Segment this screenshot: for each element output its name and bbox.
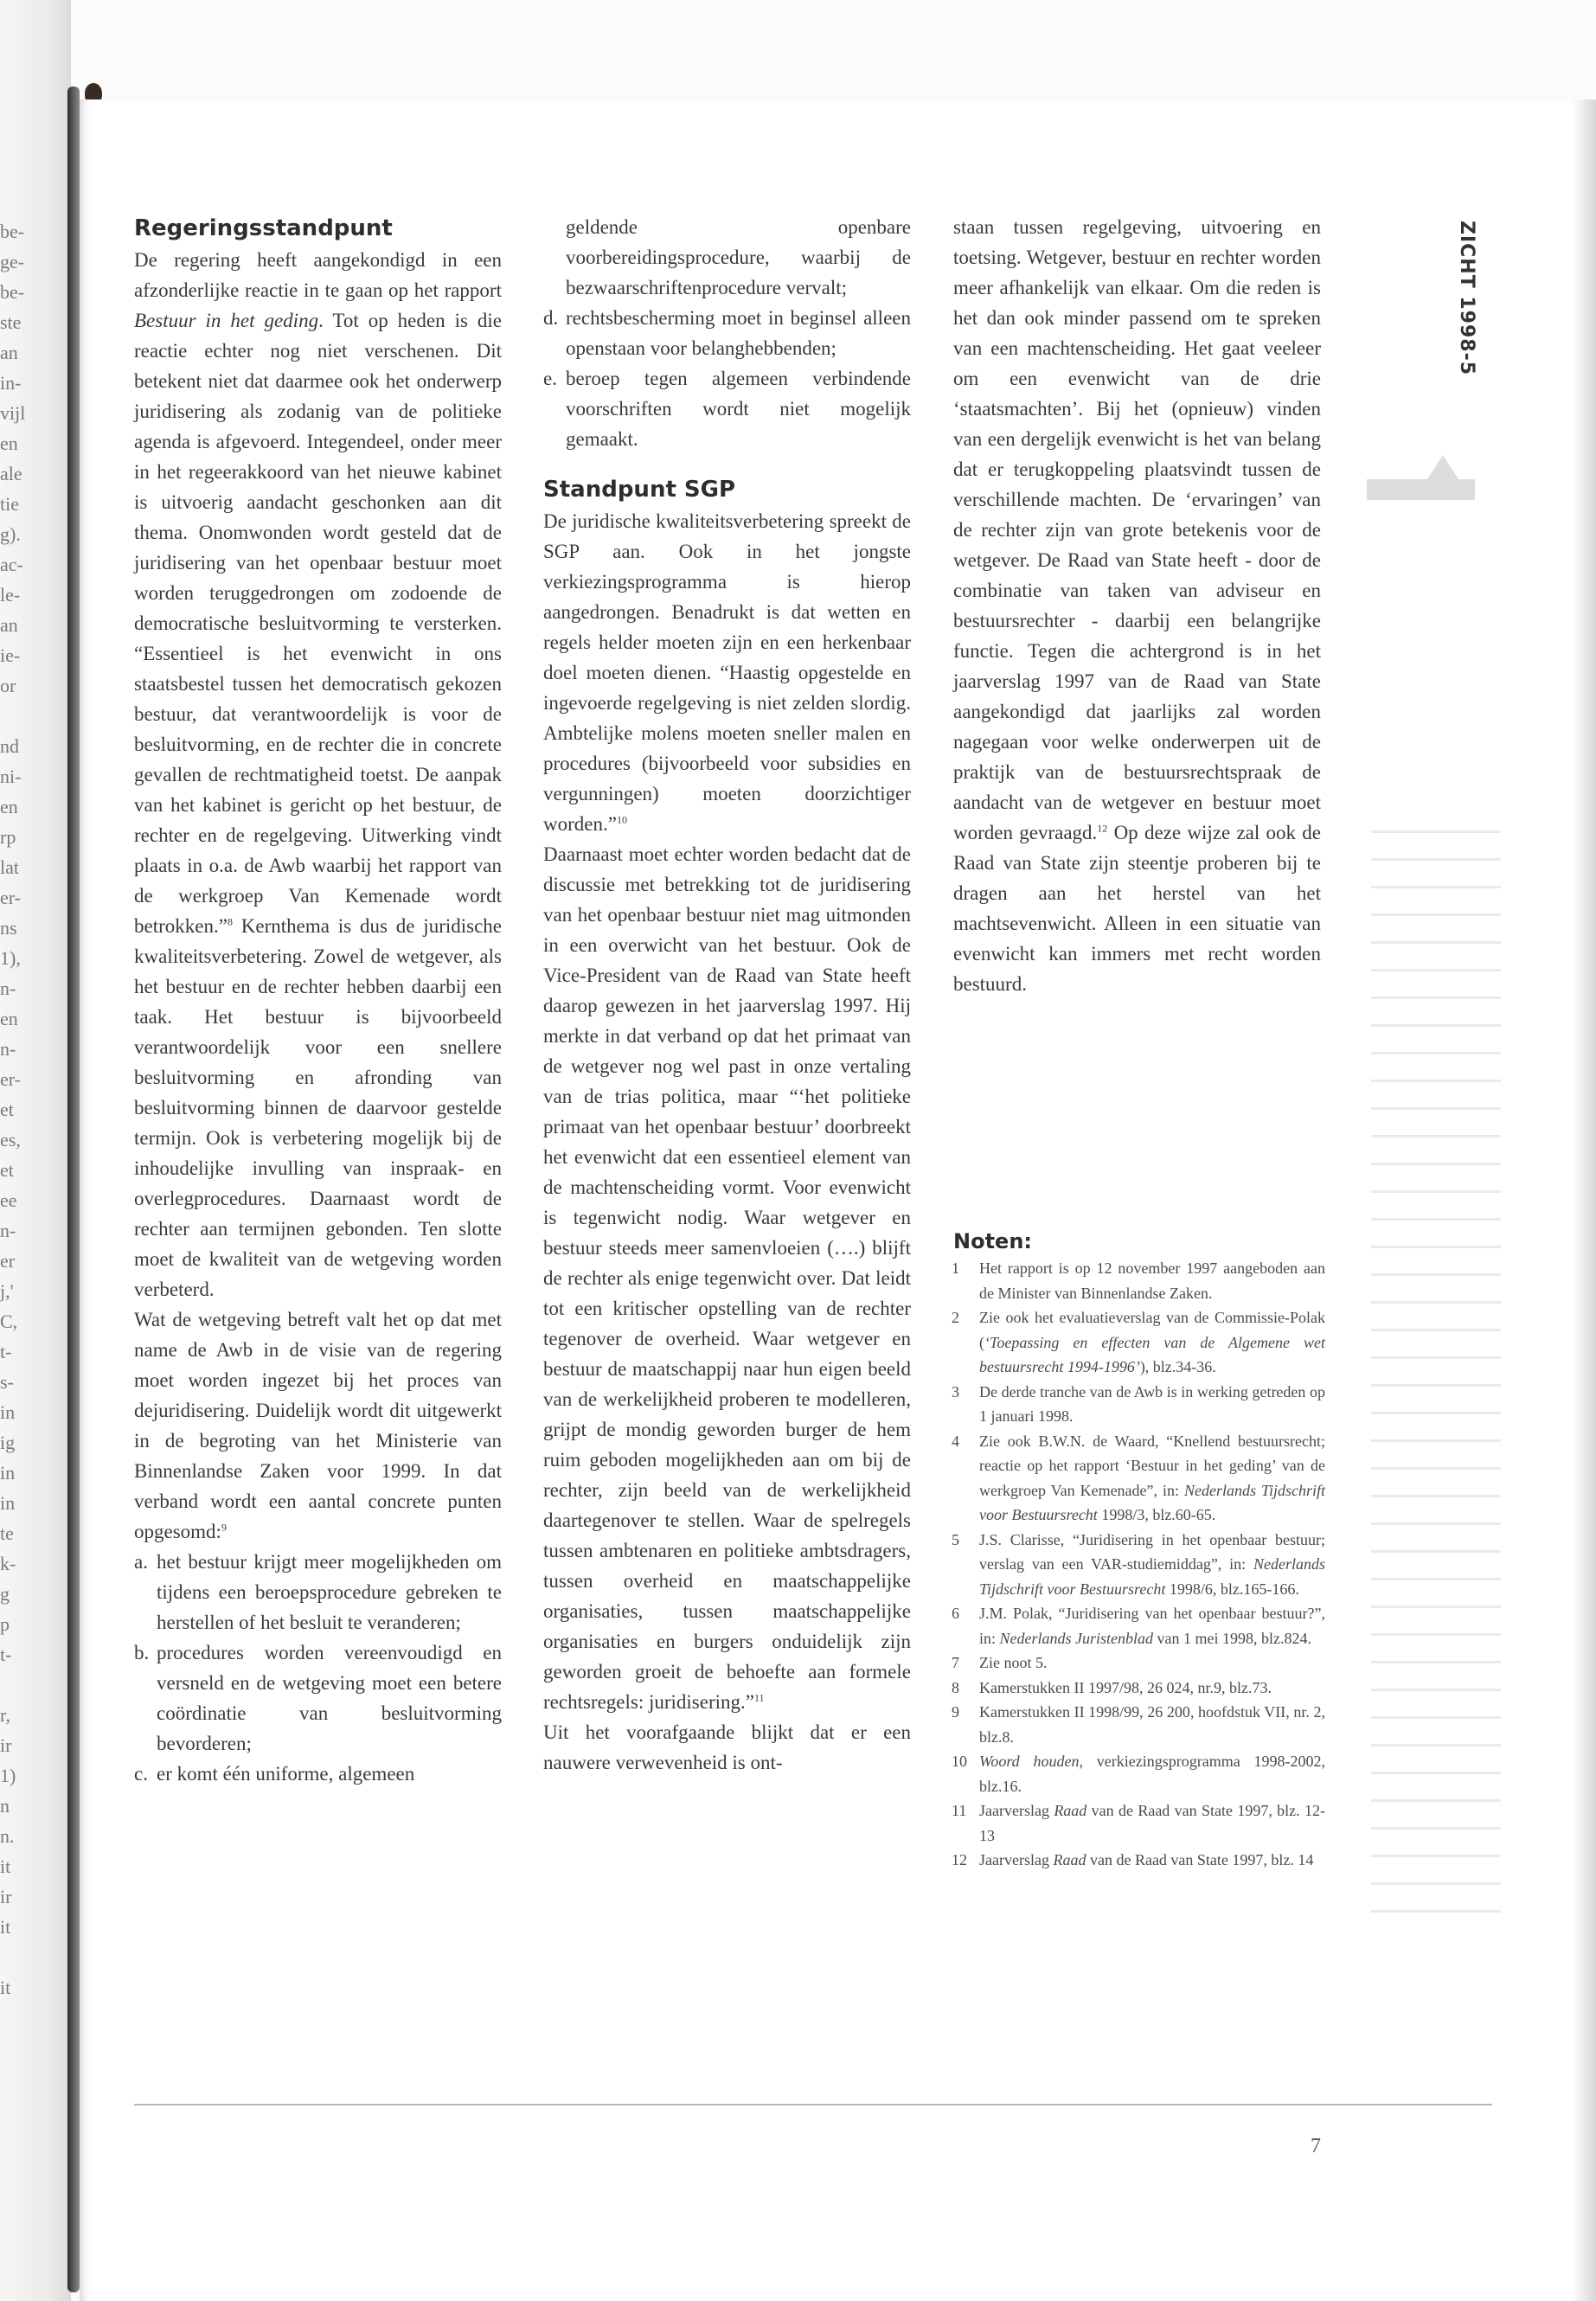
footnote-text: Jaarverslag [979,1851,1054,1868]
footnote-italic: Nederlands Tijdschrift voor Bestuursrecht [979,1481,1325,1523]
footnote [952,1601,1325,1650]
list-item [543,212,911,303]
show-through-line [1371,1329,1501,1331]
fragment: et [0,1159,14,1181]
book-spine [67,87,80,2292]
fragment: er [0,1250,16,1272]
show-through-line [1371,1218,1501,1221]
show-through-line [1371,1882,1501,1885]
show-through-line [1371,1273,1501,1276]
footnote-number: 6 [952,1605,959,1622]
show-through-logo [1367,450,1475,502]
fragment: ir [0,1886,12,1907]
notes-heading: Noten: [953,1229,1033,1253]
fragment: r, [0,1704,10,1726]
show-through-line [1371,1522,1501,1525]
fragment: nd [0,735,19,757]
show-through-line [1371,886,1501,888]
footnote [952,1429,1325,1528]
fragment [0,2003,35,2033]
text: Wat de wetgeving betreft valt het op dat met name de Awb in de visie van de regering moet worden ingezet bij het proces van dejuridisering. Duidelijk wordt dit uitgewerkt in de begroting van het Ministerie van Binnenlandse Zaken voor 1999. In dat verband wordt een aantal concrete punten opgesomd: [134,1309,502,1542]
show-through-line [1371,1578,1501,1580]
footnote [952,1848,1325,1873]
fragment: in- [0,372,22,394]
fragment: it [0,1856,11,1877]
fragment: es, [0,1129,21,1150]
footnote-ref: 10 [616,813,627,826]
footnote-number: 12 [952,1851,967,1868]
fragment: be- [0,221,25,242]
fragment: n- [0,977,16,999]
points-list-continued [543,212,911,454]
footnote-text: ), blz.34-36. [1139,1358,1216,1375]
fragment: j,' [0,1280,14,1302]
footnote [952,1650,1325,1676]
footnote-text: 1998/3, blz.60-65. [1097,1506,1216,1523]
fragment: en [0,796,18,817]
text: De regering heeft aangekondigd in een afzonderlijke reactie in te gaan op het rapport [134,249,502,301]
fragment: an [0,614,18,636]
footnote-text: van de Raad van State 1997, blz. 12-13 [979,1802,1325,1844]
fragment: C, [0,1311,18,1332]
fragment [0,1942,35,1972]
logo-bar [1367,479,1475,500]
footnote [952,1528,1325,1602]
paragraph [543,506,911,839]
bottom-rule [134,2104,1492,2106]
section-heading-standpunt-sgp: Standpunt SGP [543,477,736,503]
fragment: er- [0,1068,21,1090]
text: staan tussen regelgeving, uitvoering en toetsing. Wetgever, bestuur en rechter worden meer afhankelijk van elkaar. Om die reden is het dan ook minder passend om te spreken van een machtenscheiding. Het gaat veeleer om een evenwicht van de drie ‘staatsmachten’. Bij het (opnieuw) vinden van een dergelijk evenwicht is het van belang dat er terugkoppeling plaatsvindt tussen de verschillende machten. De ‘ervaringen’ van de rechter zijn van grote betekenis voor de wetgever. De Raad van State heeft - door de combinatie van taken van adviseur en bestuursrechter - daarbij een belangrijke functie. Tegen die achtergrond is in het jaarverslag 1997 van de Raad van State aangekondigd dat jaarlijks zal worden nagegaan voor welke onderwerpen uit de praktijk van de bestuursrechtspraak de aandacht van de wetgever en bestuur moet worden gevraagd. [953,216,1321,843]
footnote-number: 7 [952,1654,959,1671]
footnote-italic: Raad [1053,1851,1086,1868]
footnote-italic: Nederlands Tijdschrift voor Bestuursrecht [979,1555,1325,1598]
column-2 [543,212,911,1778]
footnote-number: 2 [952,1309,959,1326]
page-number: 7 [1311,2135,1321,2157]
footnote-text: van de Raad van State 1997, blz. 14 [1086,1851,1314,1868]
fragment: en [0,433,18,454]
paragraph [953,212,1321,999]
footnote-text: Het rapport is op 12 november 1997 aangeboden aan de Minister van Binnenlandse Zaken. [979,1259,1325,1302]
fragment: ee [0,1189,17,1211]
fragment: be- [0,281,25,303]
show-through-line [1371,1744,1501,1747]
footnote-italic: Woord houden [979,1753,1080,1770]
show-through-line [1371,1495,1501,1497]
show-through-line [1371,1550,1501,1553]
footnote-number: 1 [952,1259,959,1277]
item-label: c. [134,1763,148,1785]
show-through-line [1371,1384,1501,1387]
fragment: in [0,1492,16,1514]
paragraph: Uit het voorafgaande blijkt dat er een nauwere verwevenheid is ont- [543,1721,911,1773]
show-through-line [1371,858,1501,861]
fragment: ir [0,1734,12,1756]
item-text: rechtsbescherming moet in beginsel alleen openstaan voor belanghebbenden; [566,307,911,359]
show-through-line [1371,1606,1501,1608]
footnote-text: Zie noot 5. [979,1654,1048,1671]
fragment: in [0,1462,16,1484]
fragment: le- [0,584,21,606]
fragment: lat [0,856,19,878]
fragment [0,701,35,731]
fragment: et [0,1099,14,1120]
previous-page-strip [0,0,71,2301]
column-3 [953,212,1321,999]
show-through-line [1371,969,1501,971]
list-item [134,1759,502,1789]
list-item [543,303,911,363]
show-through-line [1371,1190,1501,1193]
footnote-italic: Nederlands Juristenblad [999,1629,1154,1647]
footnote-text: Zie ook het evaluatieverslag van de Commissie-Polak ( [979,1309,1325,1351]
footnote-text: De derde tranche van de Awb is in werking getreden op 1 januari 1998. [979,1382,1325,1425]
text: . Tot op heden is die reactie echter nog niet verschenen. Dit betekent niet dat daarmee ook het onderwerp juridisering als zodanig van de politieke agenda is afgevoerd. Integendeel, onder meer in het regeerakkoord van het nieuwe kabinet is uitvoerig aandacht geschonken aan dit thema. Onomwonden wordt gesteld dat de juridisering van het openbaar bestuur moet worden teruggedrongen om zodoende de democratische besluitvorming te versterken. “Essentieel is het evenwicht in ons staatsbestel tussen het democratisch gekozen bestuur, dat verantwoordelijk is voor de besluitvorming, en de rechter die in concrete gevallen de rechtmatigheid toetst. De aanpak van het kabinet is gericht op het bestuur, de rechter en de regelgeving. Uitwerking vindt plaats in o.a. de Awb waarbij het rapport van de werkgroep Van Kemenade wordt betrokken.” [134,310,502,937]
fragment: vijl [0,402,26,424]
text: De juridische kwaliteitsverbetering spreekt de SGP aan. Ook in het jongste verkiezingsprogramma is hierop aangedrongen. Benadrukt is dat wetten en regels helder moeten zijn en een herkenbaar doel moeten dienen. “Haastig opgestelde en ingevoerde regelgeving is niet zelden slordig. Ambtelijke molens moeten sneller malen en procedures (bijvoorbeeld voor subsidies en vergunningen) moeten doorzichtiger worden.” [543,510,911,835]
text: Op deze wijze zal ook de Raad van State zijn steentje proberen bij te dragen aan het herstel van het machtsevenwicht. Alleen in een situatie van evenwicht kan immers met recht worden bestuurd. [953,822,1322,995]
footnote [952,1749,1325,1798]
footnote-number: 5 [952,1530,959,1548]
footnote-number: 8 [952,1678,959,1696]
fragment: g). [0,523,21,545]
column-1 [134,212,502,1789]
item-label: e. [543,368,557,389]
show-through-line [1371,913,1501,916]
paragraph [543,839,911,1717]
previous-page-fragments [0,216,35,2033]
show-through-line [1371,1246,1501,1248]
footnote-text: 1998/6, blz.165-166. [1165,1580,1299,1598]
footnote-text: Jaarverslag [979,1802,1054,1819]
footnote-ref: 9 [221,1521,227,1534]
fragment: 1) [0,1765,16,1786]
show-through-line [1371,1633,1501,1636]
show-through-line [1371,1772,1501,1774]
footnote-number: 9 [952,1703,959,1721]
footnote [952,1380,1325,1429]
fragment: te [0,1522,14,1544]
report-title: Bestuur in het geding [134,310,319,331]
list-item [543,363,911,454]
show-through-line [1371,1827,1501,1830]
show-through-line [1371,1301,1501,1304]
show-through-line [1371,1356,1501,1359]
footnote-italic: ‘Toepassing en effecten van de Algemene wet bestuursrecht 1994-1996’ [979,1333,1325,1375]
show-through-line [1371,1716,1501,1719]
fragment: tie [0,493,19,515]
footnote [952,1676,1325,1701]
fragment: ale [0,463,22,484]
show-through-line [1371,1799,1501,1802]
footnotes-list [952,1256,1325,1873]
show-through-line [1371,1107,1501,1110]
show-through-line [1371,830,1501,833]
fragment: p [0,1613,10,1635]
footnote-italic: Raad [1054,1802,1087,1819]
page-edge-shadow [1572,99,1596,2301]
fragment: or [0,675,16,696]
footnote-text: , verkiezingsprogramma 1998-2002, blz.16. [979,1753,1325,1795]
fragment: er- [0,887,21,908]
logo-shape [1427,455,1458,479]
footnote-text: Zie ook B.W.N. de Waard, “Knellend bestuursrecht; reactie op het rapport ‘Bestuur in het geding’ van de werkgroep Van Kemenade”, in: [979,1432,1325,1499]
fragment: n. [0,1825,15,1847]
fragment [0,1670,35,1700]
item-label: d. [543,307,559,329]
text: Daarnaast moet echter worden bedacht dat de discussie met betrekking tot de juridisering van het openbaar bestuur niet mag uitmonden in een overwicht van het bestuur. Ook de Vice-President van de Raad van State heeft daarop gewezen in het jaarverslag 1997. Hij merkte in dat verband op dat het primaat van de wetgever nog wel past in onze vertaling van de trias politica, maar “‘het politieke primaat van het openbaar bestuur’ doorbreekt het evenwicht dat een essentieel element van de machtenscheiding vormt. Voor evenwicht is tegenwicht nodig. Waar wetgever en bestuur steeds meer samenvloeien (….) blijft de rechter als enige tegenwicht over. Dat leidt tot een kritischer opstelling van de rechter tegenover de overheid. Waar wetgever en bestuur de maatschappij naar hun eigen beeld van de werkelijkheid proberen te modelleren, grijpt de mondig geworden burger de hem ruim geboden mogelijkheden aan om bij de rechter, zijn beeld van de werkelijkheid daartegenover te stellen. Waar de spelregels tussen ambtenaren en politieke ambtsdragers, tussen overheid en maatschappelijke organisaties, tussen maatschappelijke organisaties en burgers onduidelijk zijn geworden groeit de behoefte aan formele rechtsregels: juridisering.” [543,843,911,1713]
section-heading-regeringsstandpunt: Regeringsstandpunt [134,215,393,241]
show-through-text [1371,830,1501,1938]
show-through-line [1371,1689,1501,1691]
item-text: er komt één uniforme, algemeen [157,1763,415,1785]
item-text: geldende openbare voorbereidingsprocedure, waarbij de bezwaarschriftenprocedure vervalt; [566,216,911,298]
fragment: ig [0,1432,16,1453]
fragment: g [0,1583,10,1605]
footnote [952,1700,1325,1749]
item-label: a. [134,1551,148,1573]
footnote-number: 4 [952,1432,959,1450]
footnote-ref: 8 [227,915,233,928]
fragment: ie- [0,644,21,666]
show-through-line [1371,1439,1501,1442]
show-through-line [1371,1467,1501,1470]
footnote-text: Kamerstukken II 1998/99, 26 200, hoofdstuk VII, nr. 2, blz.8. [979,1703,1325,1746]
show-through-line [1371,1661,1501,1663]
footnote [952,1256,1325,1305]
points-list [134,1547,502,1789]
footnote-text: Kamerstukken II 1997/98, 26 024, nr.9, blz.73. [979,1678,1272,1696]
footnote-text: J.S. Clarisse, “Juridisering in het openbaar bestuur; verslag van een VAR-studiemiddag”, in: [979,1530,1325,1573]
show-through-line [1371,1855,1501,1857]
fragment: ni- [0,766,22,787]
paragraph [134,245,502,1304]
show-through-line [1371,997,1501,999]
list-item [134,1547,502,1638]
fragment: s- [0,1371,14,1393]
fragment: t- [0,1644,12,1665]
show-through-line [1371,1052,1501,1054]
fragment: t- [0,1341,12,1362]
fragment: in [0,1401,16,1423]
footnote-ref: 12 [1097,822,1108,835]
footnote-text: van 1 mei 1998, blz.824. [1153,1629,1311,1647]
item-label: b. [134,1642,150,1663]
show-through-line [1371,1910,1501,1913]
footnote-number: 10 [952,1753,967,1770]
footnote-text: J.M. Polak, “Juridisering van het openbaar bestuur?”, in: [979,1605,1325,1647]
fragment: ge- [0,251,25,272]
running-header: ZICHT 1998-5 [1456,221,1477,376]
item-text: het bestuur krijgt meer mogelijkheden om tijdens een beroepsprocedure gebreken te herstellen of het besluit te veranderen; [157,1551,502,1633]
fragment: en [0,1008,18,1029]
show-through-line [1371,1024,1501,1027]
footnote [952,1305,1325,1380]
show-through-line [1371,1163,1501,1165]
fragment: n- [0,1038,16,1060]
fragment: ac- [0,554,23,575]
show-through-line [1371,1135,1501,1138]
fragment: ste [0,311,22,333]
item-text: procedures worden vereenvoudigd en versneld en de wetgeving moet een betere coördinatie van besluitvorming bevorderen; [157,1642,502,1754]
paragraph [134,1304,502,1547]
text: Kernthema is dus de juridische kwaliteitsverbetering. Zowel de wetgever, als het bestuur en de rechter hebben daarbij een taak. Het bestuur is bijvoorbeeld verantwoordelijk voor een snellere besluitvorming en afronding van besluitvorming binnen de daarvoor gestelde termijn. Ook is verbetering mogelijk bij de inhoudelijke invulling van inspraak- en overlegprocedures. Daarnaast wordt de rechter aan termijnen gebonden. Ten slotte moet de kwaliteit van de wetgeving worden verbeterd. [134,915,502,1300]
fragment: n [0,1795,10,1817]
footnote-number: 11 [952,1802,967,1819]
fragment: it [0,1916,11,1938]
footnote-ref: 11 [753,1691,765,1704]
fragment: rp [0,826,16,848]
show-through-line [1371,941,1501,944]
list-item [134,1638,502,1759]
fragment: 1), [0,947,21,969]
footnote-number: 3 [952,1382,959,1400]
fragment: it [0,1977,11,1998]
fragment: ns [0,917,17,939]
item-text: beroep tegen algemeen verbindende voorschriften wordt niet mogelijk gemaakt. [566,368,911,450]
fragment: an [0,342,18,363]
fragment: n- [0,1220,16,1241]
footnote [952,1798,1325,1848]
fragment: k- [0,1553,16,1574]
show-through-line [1371,1080,1501,1082]
show-through-line [1371,1412,1501,1414]
